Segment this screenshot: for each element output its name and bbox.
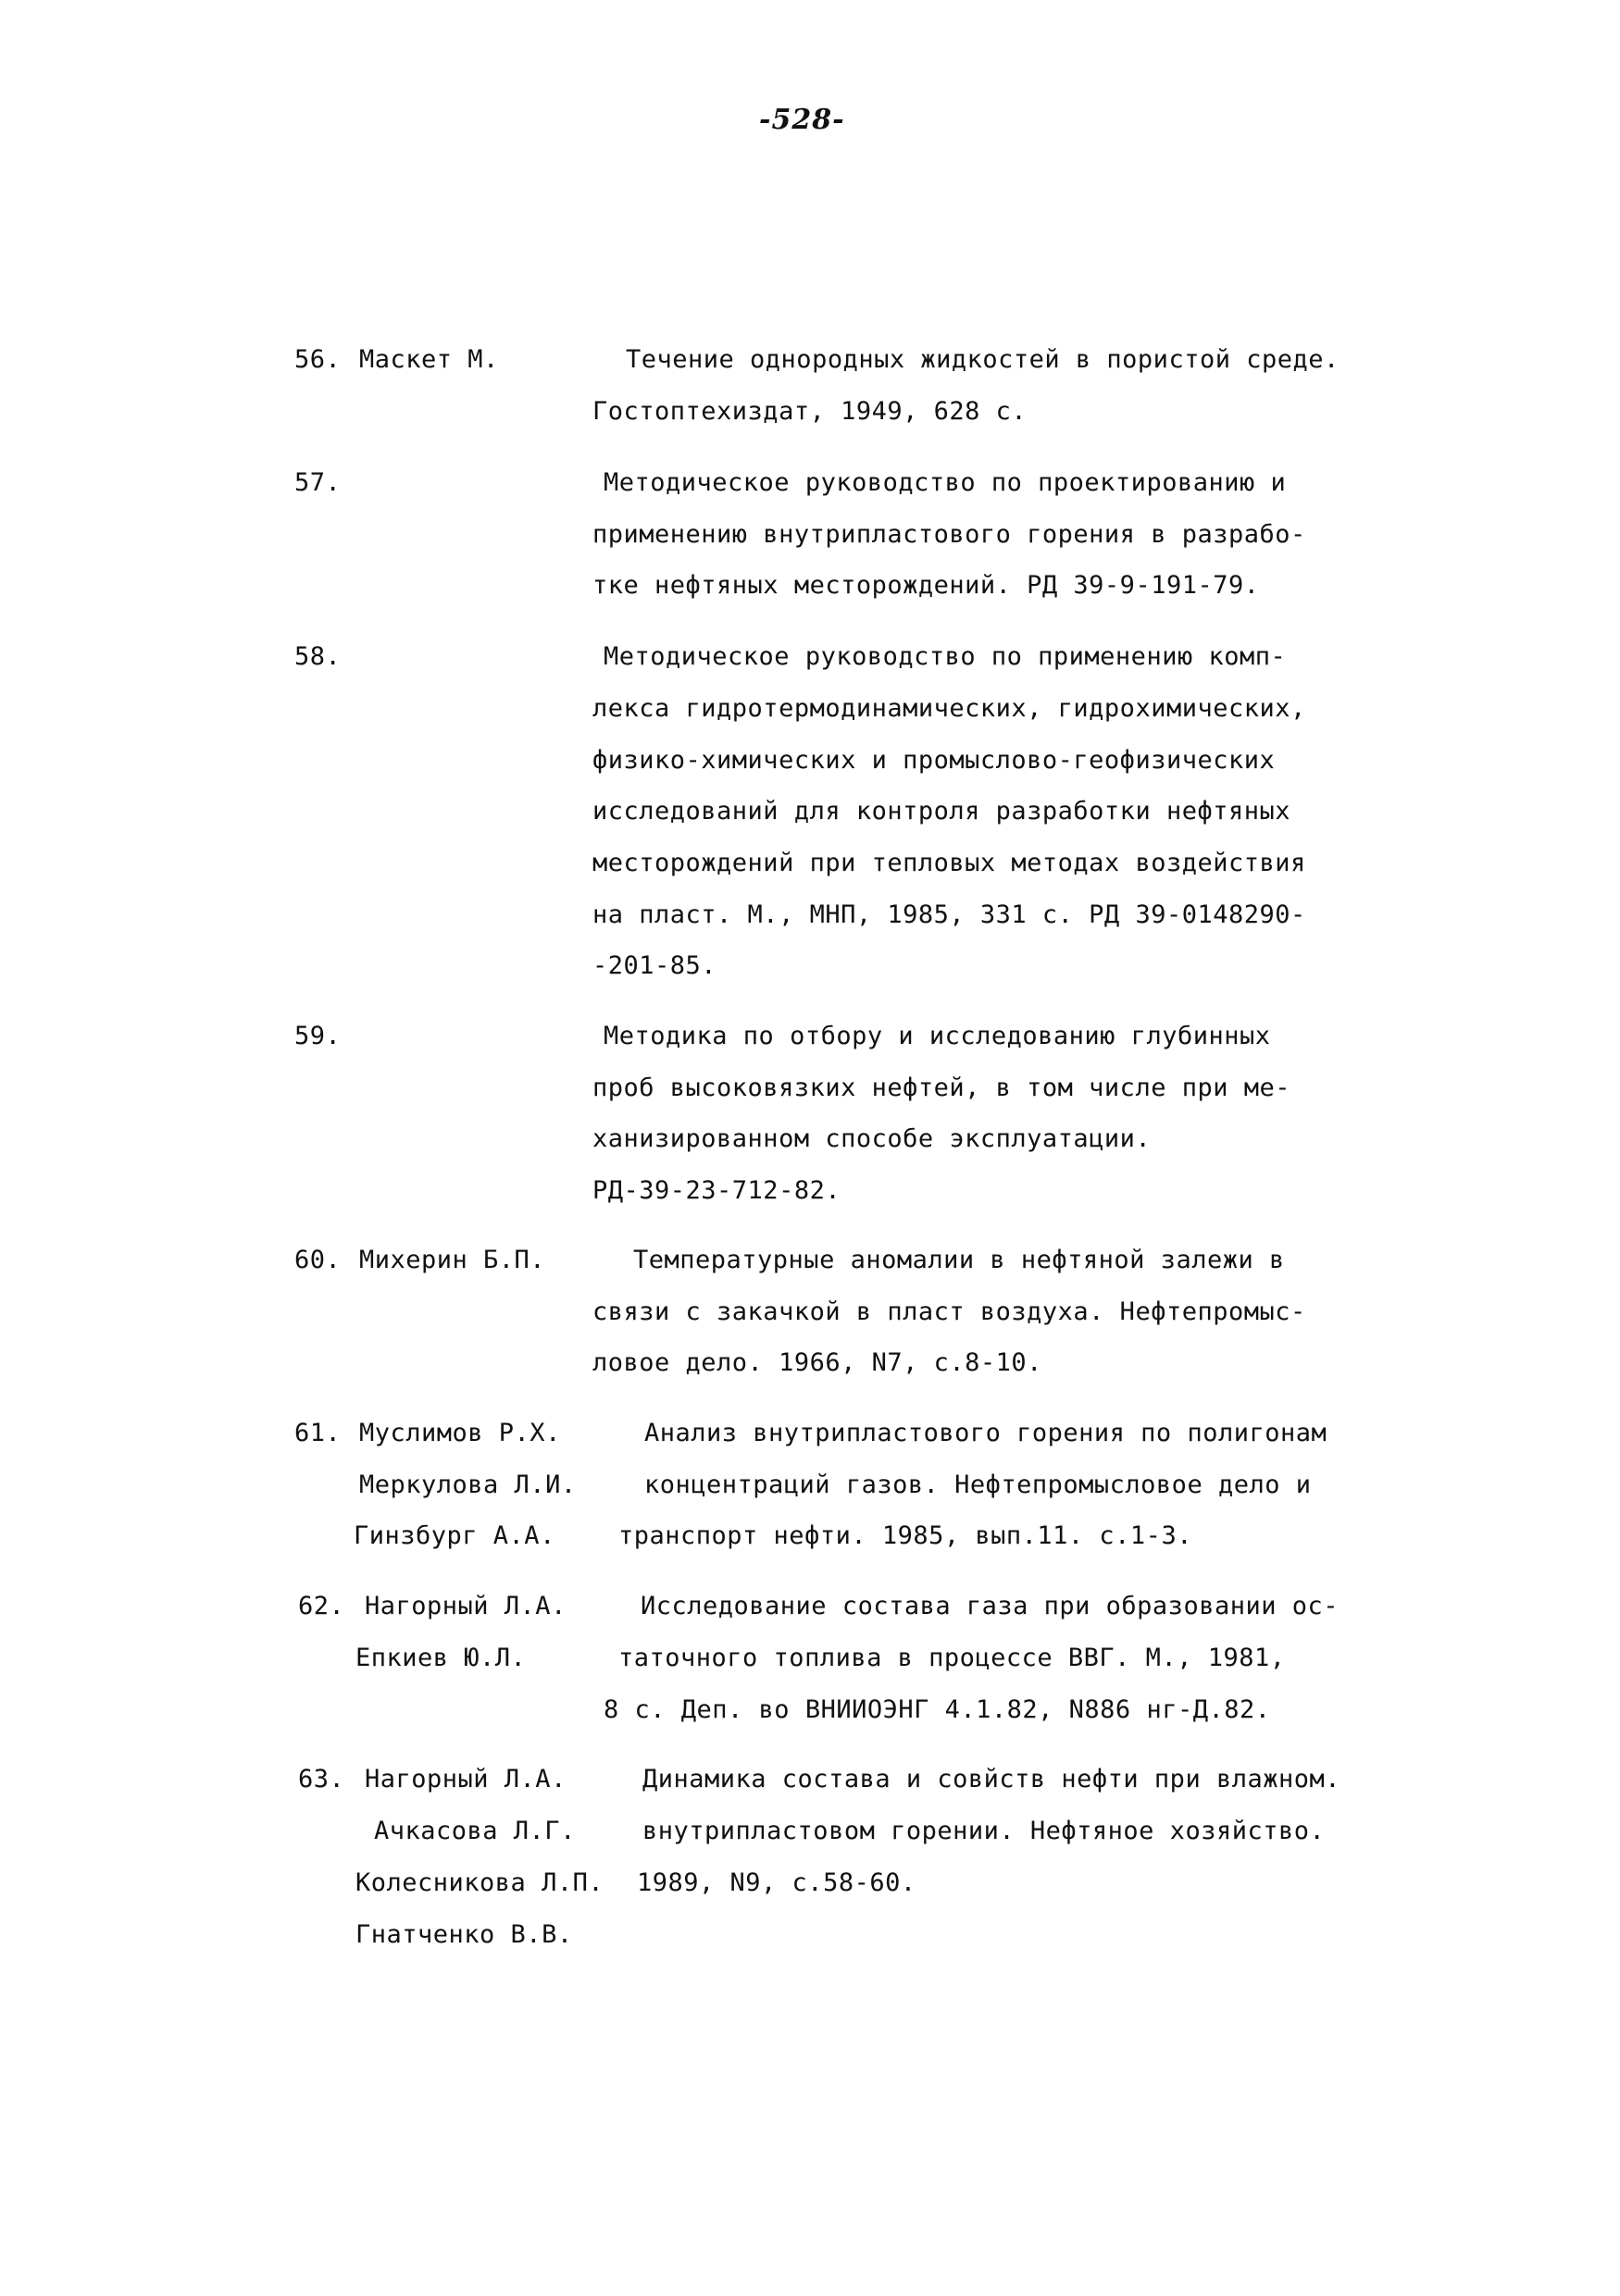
entry-author: Ачкасова Л.Г. <box>374 1817 576 1845</box>
entry-text-line: Течение однородных жидкостей в пористой среде. <box>626 345 1340 374</box>
entry-text-line: месторождений при тепловых методах воздействия <box>592 849 1306 877</box>
entry-author: Гинзбург А.А. <box>354 1521 555 1550</box>
entry-text-line: связи с закачкой в пласт воздуха. Нефтепромыс- <box>592 1297 1306 1326</box>
entry-text-line: Методическое руководство по проектированию и <box>604 468 1287 497</box>
entry-text-line: применению внутрипластового горения в разрабо- <box>592 520 1306 549</box>
entry-text-line: концентраций газов. Нефтепромысловое дело и <box>644 1471 1312 1499</box>
entry-text-line: -201-85. <box>592 951 717 980</box>
entry-text-line: Методика по отбору и исследованию глубинных <box>604 1022 1271 1050</box>
entry-author: Гнатченко В.В. <box>355 1920 573 1949</box>
entry-text-line: внутрипластовом горении. Нефтяное хозяйство. <box>642 1817 1326 1845</box>
entry-text-line: 8 с. Деп. во ВНИИОЭНГ 4.1.82, N886 нг-Д.82. <box>604 1695 1271 1724</box>
entry-author: Маскет М. <box>359 345 499 374</box>
entry-author: Муслимов Р.Х. <box>359 1419 561 1447</box>
entry-text-line: Динамика состава и совйств нефти при влажном. <box>642 1765 1340 1793</box>
page-number: -528- <box>759 104 845 136</box>
entry-text-line: на пласт. М., МНП, 1985, 331 с. РД 39-0148290- <box>592 900 1306 929</box>
entry-author: Меркулова Л.И. <box>359 1471 577 1499</box>
entry-text-line: Температурные аномалии в нефтяной залежи в <box>633 1246 1285 1274</box>
entry-text-line: транспорт нефти. 1985, вып.11. с.1-3. <box>618 1521 1192 1550</box>
entry-author: Нагорный Л.А. <box>365 1592 567 1620</box>
entry-text-line: проб высоковязких нефтей, в том числе при ме- <box>592 1074 1290 1102</box>
entry-text-line: ханизированном способе эксплуатации. <box>592 1124 1152 1153</box>
entry-text-line: РД-39-23-712-82. <box>592 1176 841 1205</box>
entry-number: 59. <box>294 1022 342 1050</box>
entry-text-line: Гостоптехиздат, 1949, 628 с. <box>592 397 1028 426</box>
entry-number: 61. <box>294 1419 342 1447</box>
entry-text-line: тке нефтяных месторождений. РД 39-9-191-79. <box>592 571 1260 600</box>
entry-text-line: лекса гидротермодинамических, гидрохимических, <box>592 694 1306 723</box>
entry-author: Епкиев Ю.Л. <box>355 1644 527 1672</box>
entry-text-line: Исследование состава газа при образовании ос- <box>641 1592 1339 1620</box>
entry-author: Михерин Б.П. <box>359 1246 546 1274</box>
entry-number: 62. <box>298 1592 345 1620</box>
entry-text-line: Анализ внутрипластового горения по полигонам <box>644 1419 1327 1447</box>
entry-text-line: таточного топлива в процессе ВВГ. М., 1981, <box>618 1644 1286 1672</box>
entry-number: 58. <box>294 642 342 671</box>
entry-number: 63. <box>298 1765 345 1793</box>
entry-number: 60. <box>294 1246 342 1274</box>
entry-author: Колесникова Л.П. <box>355 1868 604 1897</box>
entry-number: 57. <box>294 468 342 497</box>
entry-text-line: исследований для контроля разработки нефтяных <box>592 797 1290 825</box>
entry-number: 56. <box>294 345 342 374</box>
entry-text-line: физико-химических и промыслово-геофизических <box>592 746 1276 775</box>
entry-text-line: Методическое руководство по применению комп- <box>604 642 1287 671</box>
entry-author: Нагорный Л.А. <box>365 1765 567 1793</box>
entry-text-line: 1989, N9, с.58-60. <box>637 1868 916 1897</box>
entry-text-line: ловое дело. 1966, N7, с.8-10. <box>592 1348 1042 1377</box>
